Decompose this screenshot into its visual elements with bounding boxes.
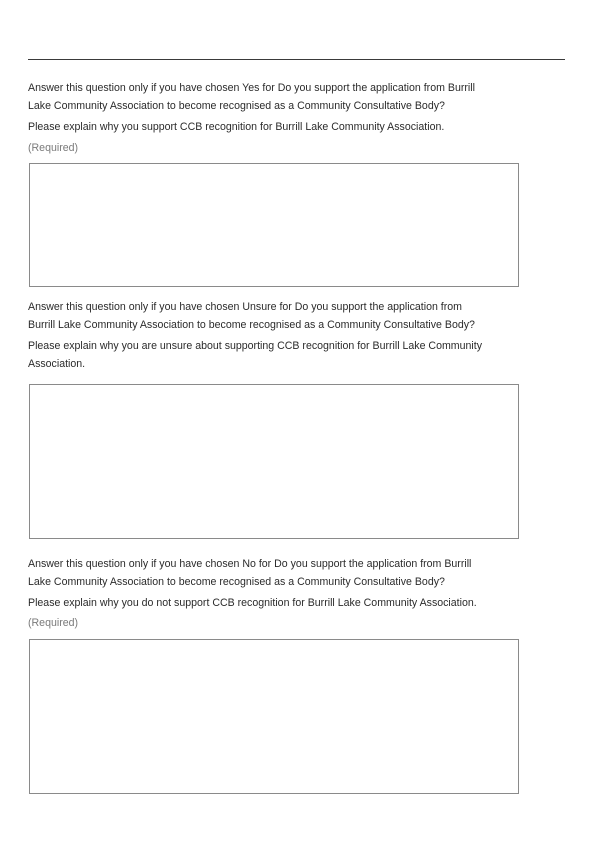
answer-box-unsure[interactable] [29, 384, 519, 539]
condition-text-line-1: Answer this question only if you have chosen No for Do you support the application from Burrill [28, 558, 472, 570]
condition-text-line-1: Answer this question only if you have chosen Yes for Do you support the application from Burrill [28, 82, 475, 94]
condition-text-line-1: Answer this question only if you have chosen Unsure for Do you support the application from [28, 301, 462, 313]
top-divider [28, 59, 565, 60]
question-yes [28, 79, 528, 157]
required-label: (Required) [28, 142, 79, 154]
answer-box-yes[interactable] [29, 163, 519, 287]
question-no [28, 555, 528, 632]
answer-box-no[interactable] [29, 639, 519, 794]
question-unsure [28, 298, 528, 373]
prompt-text-line-1: Please explain why you are unsure about supporting CCB recognition for Burrill Lake Community [28, 340, 483, 352]
condition-text-line-2: Lake Community Association to become recognised as a Community Consultative Body? [28, 576, 445, 588]
prompt-text-line-2: Association. [28, 358, 86, 370]
prompt-text-line-1: Please explain why you do not support CCB recognition for Burrill Lake Community Association. [28, 597, 477, 609]
condition-text-line-2: Burrill Lake Community Association to become recognised as a Community Consultative Body? [28, 319, 475, 331]
prompt-text-line-1: Please explain why you support CCB recognition for Burrill Lake Community Association. [28, 121, 445, 133]
required-label: (Required) [28, 617, 79, 629]
condition-text-line-2: Lake Community Association to become recognised as a Community Consultative Body? [28, 100, 445, 112]
